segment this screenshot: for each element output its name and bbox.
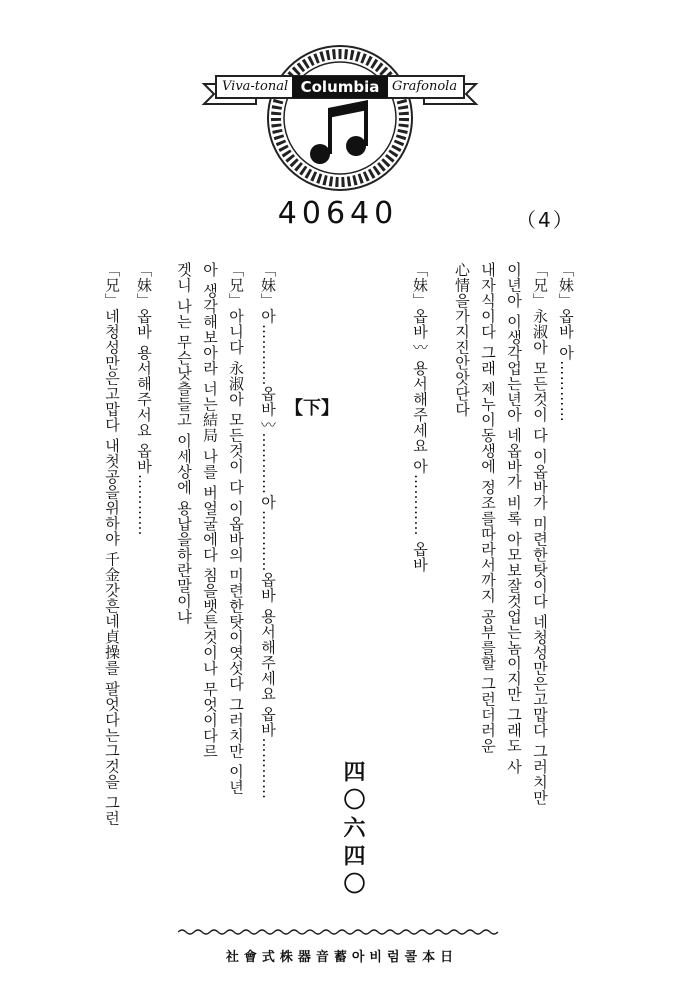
lyric-line: 「兄」아니다 永淑아 모든것이 다 이옵바의 미련한탓이엿섯다 그러치만 이년 — [227, 262, 245, 795]
lyric-line: 아 생각해보아라 너는結局 나를 버얼굴에다 침을뱃튼것이나 무엇이다르 — [201, 262, 219, 759]
lyric-line: 겟니 나는 무슨낫츨들고 이세상에 용납을하란말이냐 — [175, 262, 193, 625]
columbia-emblem-icon — [196, 42, 484, 194]
wavy-divider — [178, 928, 502, 936]
lyric-line: 내자식이다 그래 제누이동생에 정조를따라서까지 공부를할 그런더러운 — [479, 262, 497, 754]
lyric-line: 「兄」네청성만은고맙다 내첫공을위하야 千金갓흔네貞操를 팔엇다는그것을 그런 — [103, 262, 121, 826]
columbia-logo — [196, 42, 484, 194]
brand-name: Columbia — [300, 78, 380, 96]
side-number: （4） — [516, 208, 575, 232]
lyric-line: 「妹」옵바 용서해주서요 옵바………… — [135, 262, 153, 537]
lyric-line: 心情을가지진안앗단다 — [453, 262, 471, 417]
lyric-line: 「兄」永淑아 모든것이 다 이옵바가 미련한탓이다 네청성만은고맙다 그러치만 — [531, 262, 549, 806]
section-mark: 【下】 — [285, 398, 339, 419]
left-ribbon-text: Viva-tonal — [222, 79, 289, 94]
lyric-line: 「妹」옵바 아………… — [557, 262, 575, 423]
catalog-number: 40640 — [277, 196, 399, 231]
publisher-name: 社會式株器音蓄아비럼콜本日 — [225, 950, 459, 965]
lyric-line: 이년아 이생각업는년아 네옵바가 비록 아모보잘것업는놈이지만 그래도 사 — [505, 262, 523, 775]
right-ribbon-text: Grafonola — [392, 79, 458, 94]
side-number-kanji: 四〇六四〇 — [340, 760, 366, 900]
lyric-line: 「妹」아…………옵바〰…………아…………옵바 용서해주세요 옵바………… — [259, 262, 277, 800]
lyric-line: 「妹」옵바〰 용서해주세요 아………… 옵바 — [411, 262, 429, 573]
